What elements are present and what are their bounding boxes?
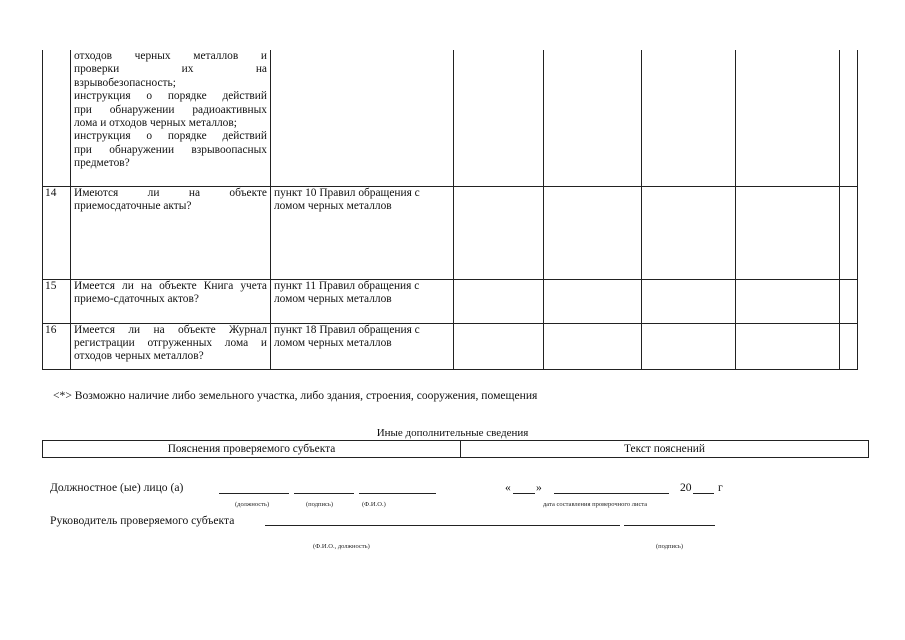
head-signature-caption: (подпись) bbox=[656, 543, 683, 550]
row-number: 16 bbox=[43, 323, 71, 369]
official-label: Должностное (ые) лицо (а) bbox=[50, 481, 184, 494]
head-name-caption: (Ф.И.О., должность) bbox=[313, 543, 370, 550]
answer-cell bbox=[840, 50, 858, 186]
date-caption: дата составления проверочного листа bbox=[543, 501, 648, 508]
answer-cell bbox=[642, 186, 736, 279]
checklist-table bbox=[42, 50, 858, 370]
reference-cell bbox=[271, 50, 454, 186]
footnote: <*> Возможно наличие либо земельного участка, либо здания, строения, сооружения, помещения bbox=[53, 389, 538, 402]
answer-cell bbox=[840, 279, 858, 323]
question-line: предметов? bbox=[74, 157, 130, 170]
position-caption: (должность) bbox=[235, 501, 270, 508]
answer-cell bbox=[544, 279, 642, 323]
question-line: при обнаружении взрывоопасных bbox=[74, 143, 267, 156]
extra-info-table bbox=[42, 440, 869, 458]
signature-line[interactable] bbox=[294, 493, 354, 494]
reference-cell: пункт 10 Правил обращения с ломом черных металлов bbox=[271, 186, 454, 279]
month-line[interactable] bbox=[554, 493, 669, 494]
name-line[interactable] bbox=[359, 493, 436, 494]
year-prefix: 20 bbox=[680, 481, 692, 494]
question-cell: Имеются ли на объекте приемосдаточные акты? bbox=[71, 186, 271, 279]
year-suffix: г bbox=[718, 481, 723, 494]
table-row bbox=[43, 441, 869, 458]
year-line[interactable] bbox=[693, 493, 714, 494]
explanation-text-header: Текст пояснений bbox=[461, 441, 869, 458]
reference-cell: пункт 18 Правил обращения с ломом черных металлов bbox=[271, 323, 454, 369]
answer-cell bbox=[544, 186, 642, 279]
question-line: инструкция о порядке действий bbox=[74, 90, 267, 103]
answer-cell bbox=[736, 323, 840, 369]
question-line: лома и отходов черных металлов; bbox=[74, 117, 237, 130]
question-line: инструкция о порядке действий bbox=[74, 130, 267, 143]
question-line: проверки их на bbox=[74, 63, 267, 76]
answer-cell bbox=[454, 50, 544, 186]
answer-cell bbox=[840, 186, 858, 279]
table-row bbox=[43, 323, 858, 369]
answer-cell bbox=[544, 323, 642, 369]
reference-cell: пункт 11 Правил обращения с ломом черных металлов bbox=[271, 279, 454, 323]
head-name-line[interactable] bbox=[265, 525, 620, 526]
explanations-header: Пояснения проверяемого субъекта bbox=[43, 441, 461, 458]
question-line: взрывобезопасность; bbox=[74, 76, 176, 89]
question-cell bbox=[71, 50, 271, 186]
head-label: Руководитель проверяемого субъекта bbox=[50, 514, 235, 527]
answer-cell bbox=[736, 279, 840, 323]
answer-cell bbox=[840, 323, 858, 369]
answer-cell bbox=[454, 186, 544, 279]
question-line: отходов черных металлов и bbox=[74, 50, 267, 62]
table-row bbox=[43, 50, 858, 186]
answer-cell bbox=[642, 279, 736, 323]
answer-cell bbox=[736, 186, 840, 279]
answer-cell bbox=[642, 50, 736, 186]
day-line[interactable] bbox=[513, 493, 535, 494]
date-quote-open: « bbox=[505, 481, 511, 494]
row-number: 14 bbox=[43, 186, 71, 279]
row-number: 15 bbox=[43, 279, 71, 323]
answer-cell bbox=[454, 279, 544, 323]
name-caption: (Ф.И.О.) bbox=[362, 501, 386, 508]
signature-caption: (подпись) bbox=[306, 501, 333, 508]
table-row bbox=[43, 279, 858, 323]
question-cell: Имеется ли на объекте Журнал регистрации отгруженных лома и отходов черных металлов? bbox=[71, 323, 271, 369]
row-number bbox=[43, 50, 71, 186]
answer-cell bbox=[736, 50, 840, 186]
question-line: при обнаружении радиоактивных bbox=[74, 103, 267, 116]
answer-cell bbox=[642, 323, 736, 369]
table-row bbox=[43, 186, 858, 279]
question-cell: Имеется ли на объекте Книга учета приемо-сдаточных актов? bbox=[71, 279, 271, 323]
answer-cell bbox=[454, 323, 544, 369]
position-line[interactable] bbox=[219, 493, 289, 494]
extra-info-title: Иные дополнительные сведения bbox=[376, 427, 529, 439]
date-quote-close: » bbox=[536, 481, 542, 494]
answer-cell bbox=[544, 50, 642, 186]
head-signature-line[interactable] bbox=[624, 525, 715, 526]
